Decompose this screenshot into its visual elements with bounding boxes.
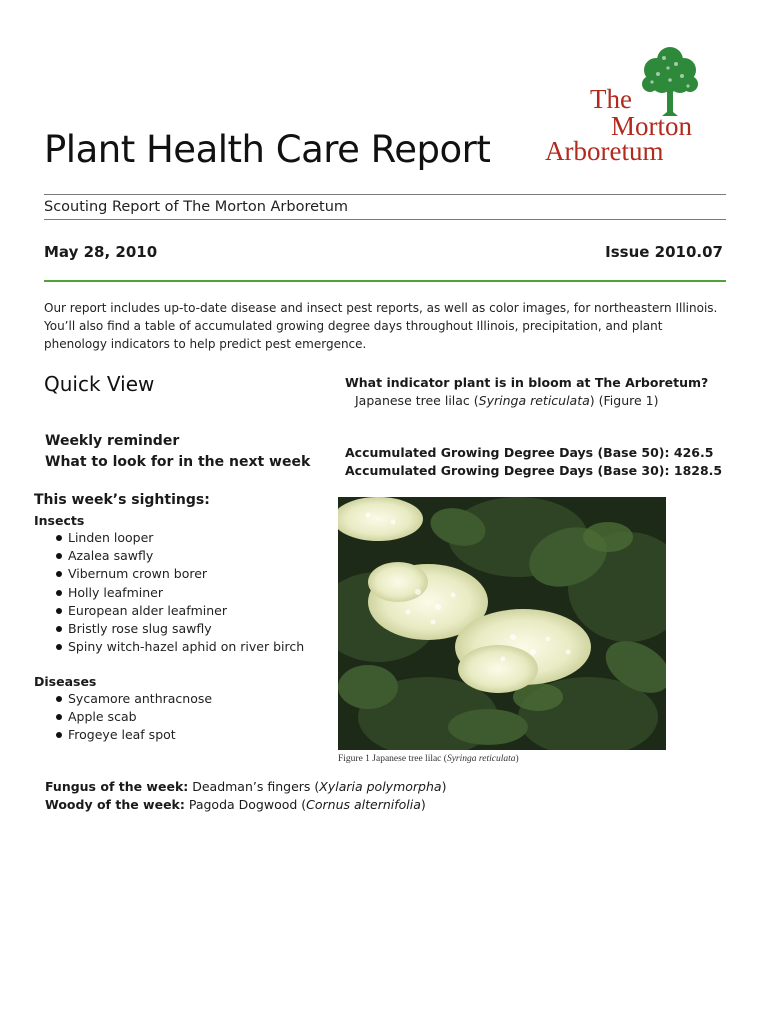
weekly-reminder-heading: Weekly reminder (45, 433, 180, 449)
divider (44, 219, 726, 220)
fungus-species: Xylaria polymorpha (319, 779, 442, 794)
list-item (54, 638, 304, 656)
diseases-label: Diseases (34, 674, 97, 689)
woody-prefix: Pagoda Dogwood ( (184, 797, 307, 812)
what-to-look-heading: What to look for in the next week (45, 454, 311, 470)
fungus-label: Fungus of the week: (45, 779, 189, 794)
list-item-label: European alder leafminer (68, 602, 228, 618)
bullet-icon (56, 553, 62, 559)
tree-icon (640, 44, 700, 118)
list-item-label: Azalea sawfly (68, 548, 154, 564)
list-item-label: Spiny witch-hazel aphid on river birch (68, 639, 305, 655)
list-item (54, 620, 304, 638)
sightings-heading: This week’s sightings: (34, 492, 210, 508)
woody-suffix: ) (420, 797, 426, 812)
list-item-label: Sycamore anthracnose (68, 691, 213, 706)
bullet-icon (56, 608, 62, 614)
list-item (54, 584, 304, 602)
gdd-base50: Accumulated Growing Degree Days (Base 50): 426.5 (345, 445, 714, 460)
list-item (54, 690, 212, 708)
intro-paragraph: Our report includes up-to-date disease and insect pest reports, as well as color images, for northeastern Illinois. You’ll also find a table of accumulated growing degree days throughout Illinois, precipitation, and plant phenology indicators to help predict pest emergence. (44, 301, 718, 351)
page-title: Plant Health Care Report (44, 128, 491, 171)
bullet-icon (56, 590, 62, 596)
fungus-suffix: ) (441, 779, 447, 794)
bloom-answer-suffix: ) (Figure 1) (589, 393, 659, 408)
figure-caption (338, 754, 519, 764)
bullet-icon (56, 644, 62, 650)
list-item (54, 547, 304, 565)
bloom-answer-prefix: Japanese tree lilac ( (355, 393, 479, 408)
fungus-of-the-week (45, 779, 446, 794)
caption-suffix: ) (515, 754, 519, 764)
insects-label: Insects (34, 513, 85, 528)
woody-species: Cornus alternifolia (306, 797, 421, 812)
bullet-icon (56, 696, 62, 702)
bullet-icon (56, 714, 62, 720)
green-divider (44, 280, 726, 282)
diseases-list (54, 690, 212, 745)
issue-number: Issue 2010.07 (605, 243, 723, 261)
quick-view-heading: Quick View (44, 372, 155, 396)
list-item-label: Holly leafminer (68, 584, 163, 600)
gdd-base30: Accumulated Growing Degree Days (Base 30): 1828.5 (345, 463, 723, 478)
bloom-question: What indicator plant is in bloom at The Arboretum? (345, 375, 709, 390)
bullet-icon (56, 535, 62, 541)
logo-line-the: The (590, 84, 632, 114)
list-item-label: Vibernum crown borer (68, 566, 208, 582)
list-item (54, 529, 304, 547)
insects-list (54, 529, 304, 656)
list-item (54, 726, 212, 744)
logo-line-morton: Morton (611, 111, 692, 141)
divider (44, 194, 726, 195)
list-item-label: Linden looper (68, 530, 154, 545)
list-item (54, 565, 304, 583)
list-item (54, 602, 304, 620)
woody-of-the-week (45, 797, 426, 812)
woody-label: Woody of the week: (45, 797, 185, 812)
report-date: May 28, 2010 (44, 243, 158, 261)
bullet-icon (56, 571, 62, 577)
lilac-photo (338, 497, 666, 750)
report-subtitle: Scouting Report of The Morton Arboretum (44, 199, 349, 215)
bloom-answer-species: Syringa reticulata (478, 393, 590, 408)
fungus-prefix: Deadman’s fingers ( (188, 779, 320, 794)
logo-line-arboretum: Arboretum (545, 136, 664, 166)
bullet-icon (56, 732, 62, 738)
list-item-label: Frogeye leaf spot (68, 727, 176, 743)
list-item-label: Bristly rose slug sawfly (68, 621, 212, 637)
list-item-label: Apple scab (68, 709, 137, 725)
caption-prefix: Figure 1 Japanese tree lilac ( (338, 754, 447, 764)
list-item (54, 708, 212, 726)
bullet-icon (56, 626, 62, 632)
bloom-answer (355, 393, 659, 408)
caption-species: Syringa reticulata (446, 754, 516, 764)
